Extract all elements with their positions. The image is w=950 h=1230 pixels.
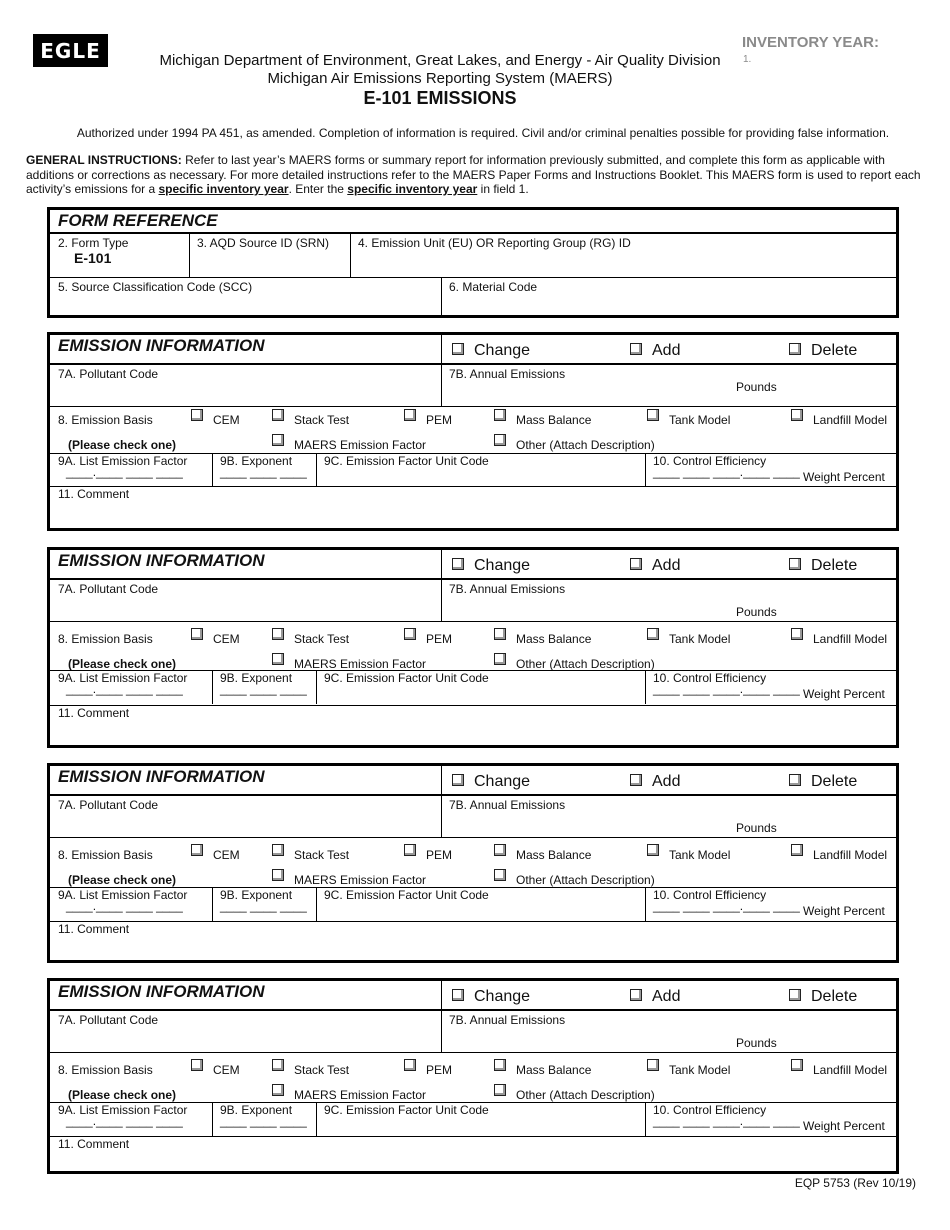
list-emission-factor-field[interactable]: ____.____ ____ ____ xyxy=(66,682,183,696)
control-efficiency-label: 10. Control Efficiency xyxy=(653,454,767,468)
system-line: Michigan Air Emissions Reporting System (MAERS) xyxy=(267,70,613,87)
landfill-model-label: Landfill Model xyxy=(813,632,888,646)
pollutant-code-label: 7A. Pollutant Code xyxy=(58,582,159,596)
maers-factor-checkbox[interactable] xyxy=(272,653,284,665)
delete-label: Delete xyxy=(811,773,858,790)
add-label: Add xyxy=(652,557,681,574)
comment-label: 11. Comment xyxy=(58,706,130,720)
mass-balance-label: Mass Balance xyxy=(516,413,592,427)
change-checkbox[interactable] xyxy=(452,989,464,1001)
emission-basis-label: 8. Emission Basis xyxy=(58,413,153,427)
cem-label: CEM xyxy=(213,848,240,862)
list-emission-factor-label: 9A. List Emission Factor xyxy=(58,671,188,685)
control-efficiency-field[interactable]: ____ ____ ____.____ ____ xyxy=(653,1114,800,1128)
aqd-source-id-label: 3. AQD Source ID (SRN) xyxy=(197,236,330,250)
change-checkbox[interactable] xyxy=(452,343,464,355)
control-efficiency-field[interactable]: ____ ____ ____.____ ____ xyxy=(653,899,800,913)
cem-label: CEM xyxy=(213,632,240,646)
tank-model-checkbox[interactable] xyxy=(647,844,659,856)
comment-label: 11. Comment xyxy=(58,1137,130,1151)
pollutant-code-label: 7A. Pollutant Code xyxy=(58,1013,159,1027)
stack-test-label: Stack Test xyxy=(294,413,350,427)
instructions-text-2: . Enter the xyxy=(288,182,348,196)
mass-balance-checkbox[interactable] xyxy=(494,628,506,640)
pem-label: PEM xyxy=(426,632,453,646)
list-emission-factor-field[interactable]: ____.____ ____ ____ xyxy=(66,899,183,913)
exponent-label: 9B. Exponent xyxy=(220,1103,293,1117)
mass-balance-checkbox[interactable] xyxy=(494,409,506,421)
delete-checkbox[interactable] xyxy=(789,774,801,786)
list-emission-factor-field[interactable]: ____.____ ____ ____ xyxy=(66,1114,183,1128)
control-efficiency-field[interactable]: ____ ____ ____.____ ____ xyxy=(653,682,800,696)
exponent-field[interactable]: ____ ____ ____ xyxy=(220,682,307,696)
emission-information-section xyxy=(47,332,899,531)
agency-line: Michigan Department of Environment, Great Lakes, and Energy - Air Quality Division xyxy=(159,52,721,69)
instructions-emphasis-2: specific inventory year xyxy=(347,182,478,196)
other-checkbox[interactable] xyxy=(494,869,506,881)
list-emission-factor-field[interactable]: ____.____ ____ ____ xyxy=(66,465,183,479)
control-efficiency-field[interactable]: ____ ____ ____.____ ____ xyxy=(653,465,800,479)
change-label: Change xyxy=(474,988,531,1005)
exponent-label: 9B. Exponent xyxy=(220,888,293,902)
other-label: Other (Attach Description) xyxy=(516,1088,655,1102)
emission-information-section xyxy=(47,763,899,963)
annual-emissions-label: 7B. Annual Emissions xyxy=(449,367,566,381)
delete-checkbox[interactable] xyxy=(789,989,801,1001)
exponent-field[interactable]: ____ ____ ____ xyxy=(220,465,307,479)
stack-test-checkbox[interactable] xyxy=(272,844,284,856)
other-checkbox[interactable] xyxy=(494,434,506,446)
add-checkbox[interactable] xyxy=(630,989,642,1001)
please-check-one: (Please check one) xyxy=(68,438,177,452)
material-code-label: 6. Material Code xyxy=(449,280,538,294)
please-check-one: (Please check one) xyxy=(68,873,177,887)
authorization-notice: Authorized under 1994 PA 451, as amended. Completion of information is required. Civil and/or criminal penalties possible for providing false information. xyxy=(76,126,890,140)
landfill-model-label: Landfill Model xyxy=(813,848,888,862)
pem-label: PEM xyxy=(426,413,453,427)
weight-percent-label: Weight Percent xyxy=(803,470,885,484)
form-reference-title: FORM REFERENCE xyxy=(58,211,218,230)
general-instructions xyxy=(26,153,926,197)
maers-factor-label: MAERS Emission Factor xyxy=(294,1088,427,1102)
delete-label: Delete xyxy=(811,342,858,359)
annual-emissions-label: 7B. Annual Emissions xyxy=(449,582,566,596)
exponent-label: 9B. Exponent xyxy=(220,454,293,468)
egle-logo: EGLE xyxy=(33,34,108,67)
pem-checkbox[interactable] xyxy=(404,409,416,421)
cem-label: CEM xyxy=(213,1063,240,1077)
unit-code-label: 9C. Emission Factor Unit Code xyxy=(324,671,489,685)
form-type-label: 2. Form Type xyxy=(58,236,129,250)
control-efficiency-label: 10. Control Efficiency xyxy=(653,1103,767,1117)
stack-test-label: Stack Test xyxy=(294,1063,350,1077)
landfill-model-checkbox[interactable] xyxy=(791,409,803,421)
pounds-label: Pounds xyxy=(736,605,777,619)
tank-model-checkbox[interactable] xyxy=(647,1059,659,1071)
general-instructions-label: GENERAL INSTRUCTIONS: xyxy=(26,153,182,167)
comment-label: 11. Comment xyxy=(58,487,130,501)
other-checkbox[interactable] xyxy=(494,653,506,665)
unit-code-label: 9C. Emission Factor Unit Code xyxy=(324,454,489,468)
tank-model-label: Tank Model xyxy=(669,1063,731,1077)
weight-percent-label: Weight Percent xyxy=(803,687,885,701)
change-checkbox[interactable] xyxy=(452,558,464,570)
exponent-field[interactable]: ____ ____ ____ xyxy=(220,1114,307,1128)
other-label: Other (Attach Description) xyxy=(516,438,655,452)
emission-information-title: EMISSION INFORMATION xyxy=(58,336,265,355)
pollutant-code-label: 7A. Pollutant Code xyxy=(58,367,159,381)
mass-balance-label: Mass Balance xyxy=(516,632,592,646)
pounds-label: Pounds xyxy=(736,380,777,394)
cem-checkbox[interactable] xyxy=(191,409,203,421)
delete-label: Delete xyxy=(811,557,858,574)
add-checkbox[interactable] xyxy=(630,343,642,355)
landfill-model-checkbox[interactable] xyxy=(791,844,803,856)
mass-balance-checkbox[interactable] xyxy=(494,844,506,856)
list-emission-factor-label: 9A. List Emission Factor xyxy=(58,1103,188,1117)
add-label: Add xyxy=(652,988,681,1005)
unit-code-label: 9C. Emission Factor Unit Code xyxy=(324,888,489,902)
instructions-emphasis-1: specific inventory year xyxy=(158,182,289,196)
scc-label: 5. Source Classification Code (SCC) xyxy=(58,280,253,294)
other-label: Other (Attach Description) xyxy=(516,657,655,671)
change-label: Change xyxy=(474,773,531,790)
mass-balance-label: Mass Balance xyxy=(516,848,592,862)
change-label: Change xyxy=(474,342,531,359)
add-checkbox[interactable] xyxy=(630,558,642,570)
stack-test-checkbox[interactable] xyxy=(272,628,284,640)
exponent-label: 9B. Exponent xyxy=(220,671,293,685)
instructions-text-3: in field 1. xyxy=(477,182,529,196)
cem-checkbox[interactable] xyxy=(191,844,203,856)
inventory-year-field[interactable]: 1. xyxy=(743,54,752,65)
control-efficiency-label: 10. Control Efficiency xyxy=(653,888,767,902)
tank-model-checkbox[interactable] xyxy=(647,409,659,421)
add-label: Add xyxy=(652,342,681,359)
tank-model-checkbox[interactable] xyxy=(647,628,659,640)
pem-label: PEM xyxy=(426,848,453,862)
instructions-text-1: Refer to last year’s MAERS forms or summary report for information previously submitted, and complete this form as applicable with additions or corrections as necessary. For more detailed instructions refer to the MAERS Paper Forms and Instructions Booklet. This MAERS form is used to report each activity’s emissions for a xyxy=(26,153,921,196)
tank-model-label: Tank Model xyxy=(669,632,731,646)
pounds-label: Pounds xyxy=(736,821,777,835)
form-number: EQP 5753 (Rev 10/19) xyxy=(794,1176,916,1190)
maers-factor-label: MAERS Emission Factor xyxy=(294,657,427,671)
exponent-field[interactable]: ____ ____ ____ xyxy=(220,899,307,913)
delete-checkbox[interactable] xyxy=(789,343,801,355)
weight-percent-label: Weight Percent xyxy=(803,1119,885,1133)
emission-basis-label: 8. Emission Basis xyxy=(58,632,153,646)
tank-model-label: Tank Model xyxy=(669,848,731,862)
annual-emissions-label: 7B. Annual Emissions xyxy=(449,1013,566,1027)
pem-label: PEM xyxy=(426,1063,453,1077)
delete-label: Delete xyxy=(811,988,858,1005)
pem-checkbox[interactable] xyxy=(404,628,416,640)
weight-percent-label: Weight Percent xyxy=(803,904,885,918)
form-title: E-101 EMISSIONS xyxy=(363,88,517,108)
maers-factor-checkbox[interactable] xyxy=(272,434,284,446)
please-check-one: (Please check one) xyxy=(68,657,177,671)
mass-balance-label: Mass Balance xyxy=(516,1063,592,1077)
form-reference-section xyxy=(47,207,899,318)
emission-information-title: EMISSION INFORMATION xyxy=(58,767,265,786)
mass-balance-checkbox[interactable] xyxy=(494,1059,506,1071)
other-checkbox[interactable] xyxy=(494,1084,506,1096)
cem-checkbox[interactable] xyxy=(191,628,203,640)
maers-factor-checkbox[interactable] xyxy=(272,869,284,881)
pem-checkbox[interactable] xyxy=(404,1059,416,1071)
form-type-value: E-101 xyxy=(74,250,112,266)
inventory-year-label: INVENTORY YEAR: xyxy=(742,34,879,51)
stack-test-label: Stack Test xyxy=(294,632,350,646)
stack-test-checkbox[interactable] xyxy=(272,1059,284,1071)
landfill-model-checkbox[interactable] xyxy=(791,1059,803,1071)
landfill-model-label: Landfill Model xyxy=(813,1063,888,1077)
landfill-model-checkbox[interactable] xyxy=(791,628,803,640)
please-check-one: (Please check one) xyxy=(68,1088,177,1102)
emission-information-title: EMISSION INFORMATION xyxy=(58,551,265,570)
stack-test-label: Stack Test xyxy=(294,848,350,862)
emission-information-title: EMISSION INFORMATION xyxy=(58,982,265,1001)
delete-checkbox[interactable] xyxy=(789,558,801,570)
emission-basis-label: 8. Emission Basis xyxy=(58,848,153,862)
cem-label: CEM xyxy=(213,413,240,427)
change-checkbox[interactable] xyxy=(452,774,464,786)
stack-test-checkbox[interactable] xyxy=(272,409,284,421)
emission-information-section xyxy=(47,547,899,748)
annual-emissions-label: 7B. Annual Emissions xyxy=(449,798,566,812)
emission-basis-label: 8. Emission Basis xyxy=(58,1063,153,1077)
add-checkbox[interactable] xyxy=(630,774,642,786)
change-label: Change xyxy=(474,557,531,574)
other-label: Other (Attach Description) xyxy=(516,873,655,887)
maers-factor-checkbox[interactable] xyxy=(272,1084,284,1096)
emission-information-section xyxy=(47,978,899,1174)
cem-checkbox[interactable] xyxy=(191,1059,203,1071)
comment-label: 11. Comment xyxy=(58,922,130,936)
pem-checkbox[interactable] xyxy=(404,844,416,856)
maers-factor-label: MAERS Emission Factor xyxy=(294,438,427,452)
unit-code-label: 9C. Emission Factor Unit Code xyxy=(324,1103,489,1117)
eu-rg-id-label: 4. Emission Unit (EU) OR Reporting Group (RG) ID xyxy=(358,236,631,250)
landfill-model-label: Landfill Model xyxy=(813,413,888,427)
control-efficiency-label: 10. Control Efficiency xyxy=(653,671,767,685)
list-emission-factor-label: 9A. List Emission Factor xyxy=(58,888,188,902)
pollutant-code-label: 7A. Pollutant Code xyxy=(58,798,159,812)
list-emission-factor-label: 9A. List Emission Factor xyxy=(58,454,188,468)
maers-factor-label: MAERS Emission Factor xyxy=(294,873,427,887)
tank-model-label: Tank Model xyxy=(669,413,731,427)
pounds-label: Pounds xyxy=(736,1036,777,1050)
add-label: Add xyxy=(652,773,681,790)
